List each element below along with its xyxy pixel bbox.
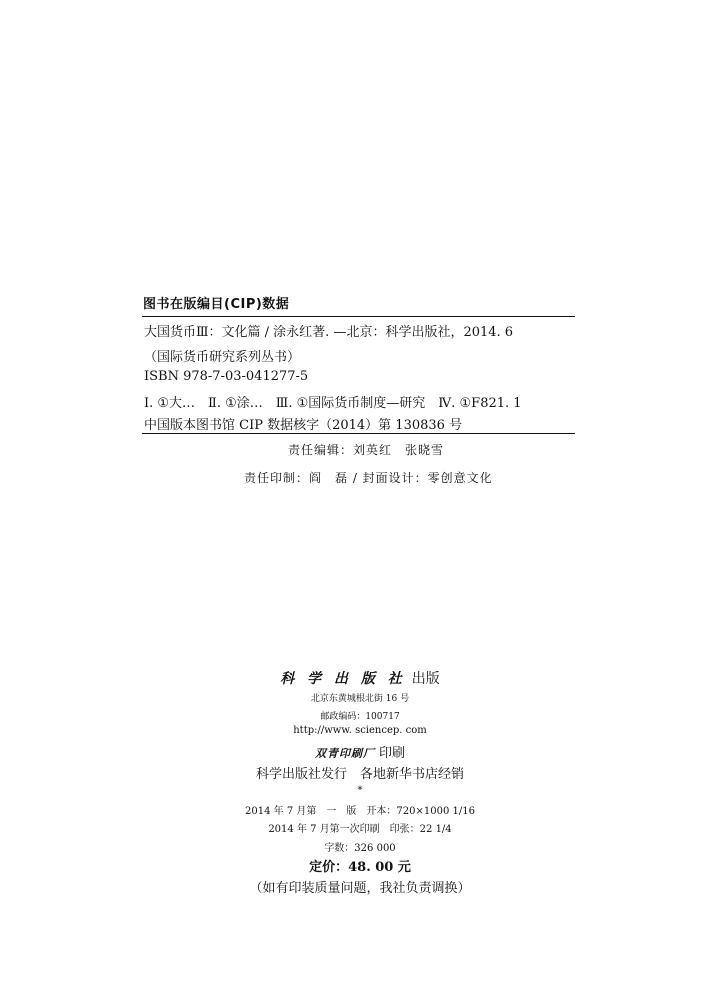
cip-bottom-rule: [142, 433, 575, 434]
printer-line: [0, 742, 720, 761]
publisher-name: 科 学 出 版 社: [280, 671, 406, 687]
cip-subject-line: Ⅰ. ①大… Ⅱ. ①涂… Ⅲ. ①国际货币制度—研究 Ⅳ. ①F821. 1: [144, 396, 522, 411]
publisher-verb: 出版: [411, 671, 440, 687]
printer-verb: 印刷: [378, 746, 405, 761]
printing-line: 2014 年 7 月第一次印刷 印张：22 1/4: [268, 824, 452, 835]
editor-credit: 责任编辑：刘英红 张晓雪: [288, 443, 445, 457]
cip-title: 图书在版编目(CIP)数据: [143, 297, 290, 312]
distribution-line: 科学出版社发行 各地新华书店经销: [255, 767, 464, 782]
separator-asterisk: *: [357, 785, 363, 796]
publisher-website: http://www. sciencep. com: [293, 725, 427, 736]
price: 定价：48. 00 元: [309, 860, 411, 875]
printer-name: 双青印刷厂: [314, 747, 375, 760]
cip-isbn-line: ISBN 978-7-03-041277-5: [144, 369, 309, 384]
publisher-address: 北京东黄城根北街 16 号: [310, 694, 410, 704]
cip-series-line: （国际货币研究系列丛书）: [144, 350, 301, 365]
publisher-line: [0, 668, 720, 688]
cip-top-rule: [142, 316, 575, 317]
publisher-postcode: 邮政编码：100717: [320, 712, 400, 722]
word-count: 字数：326 000: [324, 843, 396, 854]
cip-record-number-line: 中国版本图书馆 CIP 数据核字（2014）第 130836 号: [144, 418, 463, 433]
edition-line: 2014 年 7 月第 一 版 开本：720×1000 1/16: [245, 806, 475, 817]
production-credit: 责任印制：阎 磊 / 封面设计：零创意文化: [244, 471, 493, 485]
quality-note: （如有印装质量问题，我社负责调换）: [249, 881, 471, 896]
cip-bibliographic-line: 大国货币Ⅲ：文化篇 / 涂永红著. —北京：科学出版社，2014. 6: [144, 325, 514, 340]
